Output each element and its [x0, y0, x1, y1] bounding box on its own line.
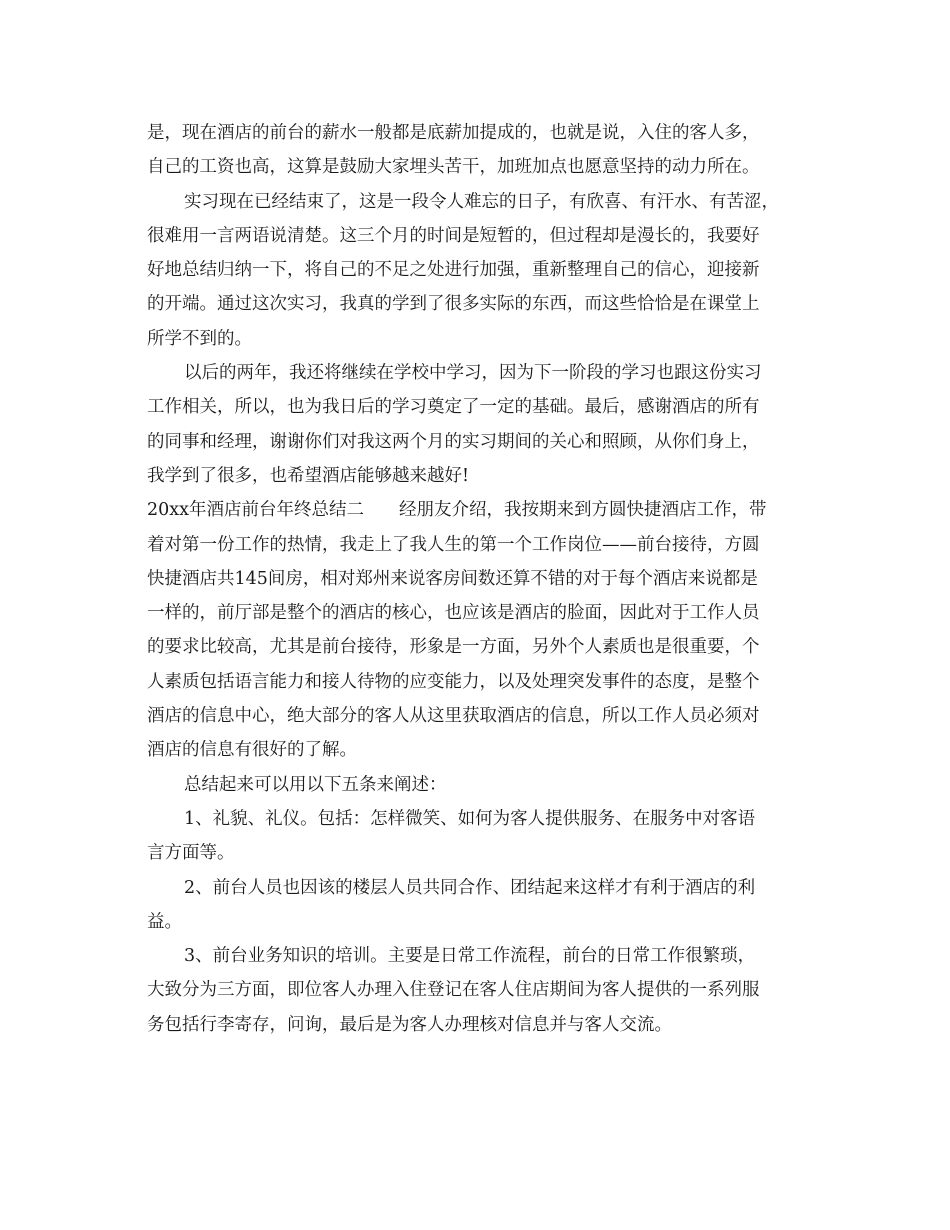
text-line: 很难用一言两语说清楚。这三个月的时间是短暂的，但过程却是漫长的，我要好 [147, 225, 760, 246]
text-line: 的要求比较高，尤其是前台接待，形象是一方面，另外个人素质也是很重要，个 [147, 637, 760, 658]
text-line: 快捷酒店共145间房，相对郑州来说客房间数还算不错的对于每个酒店来说都是 [147, 568, 758, 589]
text-line: 言方面等。 [147, 843, 235, 864]
text-line: 我学到了很多，也希望酒店能够越来越好! [147, 465, 470, 486]
text-line: 1、礼貌、礼仪。包括：怎样微笑、如何为客人提供服务、在服务中对客语 [184, 808, 756, 829]
text-line: 一样的，前厅部是整个的酒店的核心，也应该是酒店的脸面，因此对于工作人员 [147, 603, 760, 624]
text-line: 20xx年酒店前台年终总结二 经朋友介绍，我按期来到方圆快捷酒店工作，带 [147, 500, 767, 521]
text-line: 是，现在酒店的前台的薪水一般都是底薪加提成的，也就是说，入住的客人多， [147, 123, 760, 143]
text-line: 的同事和经理，谢谢你们对我这两个月的实习期间的关心和照顾，从你们身上， [147, 431, 760, 452]
text-line: 实习现在已经结束了，这是一段令人难忘的日子，有欣喜、有汗水、有苦涩， [184, 191, 779, 212]
text-line: 酒店的信息中心，绝大部分的客人从这里获取酒店的信息，所以工作人员必须对 [147, 706, 760, 727]
text-line: 自己的工资也高，这算是鼓励大家埋头苦干，加班加点也愿意坚持的动力所在。 [147, 157, 760, 178]
text-line: 2、前台人员也因该的楼层人员共同合作、团结起来这样才有利于酒店的利 [184, 877, 756, 898]
text-line: 好地总结归纳一下，将自己的不足之处进行加强，重新整理自己的信心，迎接新 [147, 260, 760, 281]
text-line: 益。 [147, 911, 182, 932]
text-line: 着对第一份工作的热情，我走上了我人生的第一个工作岗位——前台接待，方圆 [147, 534, 760, 555]
text-line: 3、前台业务知识的培训。主要是日常工作流程，前台的日常工作很繁琐， [184, 946, 756, 967]
text-line: 的开端。通过这次实习，我真的学到了很多实际的东西，而这些恰恰是在课堂上 [147, 294, 760, 315]
text-line: 所学不到的。 [147, 328, 252, 349]
text-line: 人素质包括语言能力和接人待物的应变能力，以及处理突发事件的态度，是整个 [147, 671, 760, 692]
text-line: 酒店的信息有很好的了解。 [147, 740, 357, 761]
text-line: 工作相关，所以，也为我日后的学习奠定了一定的基础。最后，感谢酒店的所有 [147, 397, 760, 418]
text-line: 以后的两年，我还将继续在学校中学习，因为下一阶段的学习也跟这份实习 [184, 363, 762, 384]
document-body [147, 116, 815, 1042]
text-line: 务包括行李寄存，问询，最后是为客人办理核对信息并与客人交流。 [147, 1014, 672, 1035]
text-line: 总结起来可以用以下五条来阐述： [184, 774, 447, 795]
text-line: 大致分为三方面，即位客人办理入住登记在客人住店期间为客人提供的一系列服 [147, 980, 760, 1001]
